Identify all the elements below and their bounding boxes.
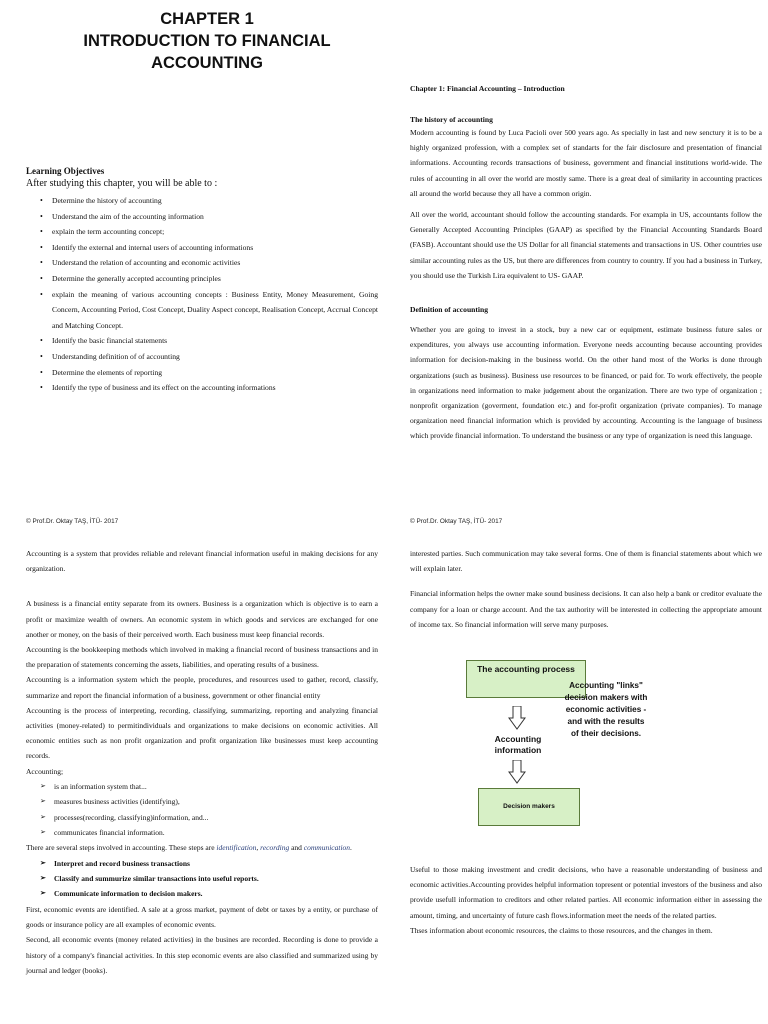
steps-text: There are several steps involved in accounting. These steps are <box>26 843 217 853</box>
title-page-quadrant <box>26 8 378 396</box>
paragraph: interested parties. Such communication may take several forms. One of them is financial statements about which we will explain later. <box>410 549 762 574</box>
accounting-information-label: Accounting information <box>494 734 542 756</box>
down-arrow-icon <box>508 760 526 784</box>
list-item: ➢ processes(recording, classifying)information, and... <box>54 810 378 825</box>
learning-objectives-intro: After studying this chapter, you will be able to : <box>26 178 218 189</box>
paragraph: Accounting is the process of interpreting, recording, classifying, summarizing, reporting and analyzing financial activities (money-related) to permitindividuals and organizations to make decisions on economic activities. All economic entities such as non profit organization and profit organization like businesses must keep accounting records. <box>26 705 378 761</box>
list-item: ➢ measures business activities (identifying), <box>54 794 378 809</box>
steps-identification: identification <box>216 843 257 853</box>
list-item: • Understand the aim of the accounting information <box>52 209 378 225</box>
accounting-process-box: The accounting process <box>466 660 586 698</box>
paragraph: Useful to those making investment and credit decisions, who have a reasonable understanding of business and economic activities.Accounting provides helpful information topresent or potential investors of the business and also provide usefull information to creditors and other related parties. All economic information either in assessing the amount, timing, and uncertainty of future cash flows.information meet the needs of the related parties. <box>410 865 762 920</box>
steps-paragraph <box>26 840 378 855</box>
paragraph: First, economic events are identified. A sale at a gross market, payment of debt or taxes by a entity, or purchase of goods or insurance policy are all examples of economic events. <box>26 904 378 930</box>
steps-arrow-list <box>26 856 378 902</box>
definition-section-title: Definition of accounting <box>410 305 489 315</box>
learning-objectives-list <box>26 193 378 396</box>
chapter-number: CHAPTER 1 <box>160 10 254 28</box>
list-item: • Identify the basic financial statements <box>52 333 378 349</box>
copyright-footer-right: © Prof.Dr. Oktay TAŞ, İTÜ- 2017 <box>410 518 503 525</box>
list-item: ➢ communicates financial information. <box>54 825 378 840</box>
paragraph: Thses information about economic resources, the claims to those resources, and the changes in them. <box>410 925 713 935</box>
list-item: • Understand the relation of accounting and economic activities <box>52 255 378 271</box>
paragraph: Accounting; <box>26 766 64 776</box>
list-item: • explain the meaning of various accounting concepts : Business Entity, Money Measurement, Going Concern, Accounting Period, Cost Concept, Duality Aspect concept, Realisation Concept, Accrual Concept and Matching Concept. <box>52 287 378 334</box>
accounting-process-diagram <box>410 654 762 854</box>
list-item: • Understanding definition of of accounting <box>52 349 378 365</box>
list-item: ➢ Classify and summurize similar transactions into useful reports. <box>54 871 378 886</box>
page-header: Chapter 1: Financial Accounting – Introduction <box>410 84 565 93</box>
paragraph: Second, all economic events (money related activities) in the busines are recorded. Recording is done to provide a history of a company's financial activities. In this step economic events are also classified and summarized using by journal and ledger (books). <box>26 935 378 975</box>
steps-separator: , <box>256 843 261 853</box>
chapter-title-line-2: ACCOUNTING <box>151 54 263 72</box>
list-item: ➢ is an information system that... <box>54 779 378 794</box>
decision-makers-box: Decision makers <box>478 788 580 826</box>
financial-information-quadrant <box>410 546 762 938</box>
down-arrow-icon <box>508 706 526 730</box>
steps-end: . <box>350 843 352 853</box>
chapter-title-line-1: INTRODUCTION TO FINANCIAL <box>83 32 331 50</box>
accounting-arrow-list <box>26 779 378 841</box>
history-paragraph-2: All over the world, accountant should follow the accounting standards. For exampla in US, accountants follow the Generally Accepted Accounting Principles (GAAP) as specified by the Financial Accounting Standards Board (FASB). Accountant should use the US Dollar for all financial statements and transactions in US. Other countries use similar accounting rules as the US, but there are differences from country to country. If you had a business in Turkey, you should use the Turkish Lira equivalent to US- GAAP. <box>410 210 762 280</box>
history-paragraph-1: Modern accounting is found by Luca Pacioli over 500 years ago. As specially in last and new senctury it is to be a highly organized profession, with a complex set of standarts for the fair disclosure and presentation of financial informations. Accounting records transactions of business, government and financial institutions world-wide. The rules of accounting in all over the world are mostly same. There is a great deal of similarity in accounting practices all around the world because they all have a common origin. <box>410 128 762 198</box>
steps-recording: recording <box>260 843 290 853</box>
list-item: • Determine the elements of reporting <box>52 365 378 381</box>
list-item: • Determine the generally accepted accounting principles <box>52 271 378 287</box>
list-item: • Identify the type of business and its effect on the accounting informations <box>52 380 378 396</box>
definition-paragraph: Whether you are going to invest in a stock, buy a new car or equipment, estimate business future sales or expenditures, you always use accounting information. Everyone needs accounting because accounting provides information for decision-making in the business world. On the other hand most of the Works is done through organizations (such as business). Business use resources to be financed, or paid for. To work effectively, the people in organizations need information to make judgement about the organization. There are two type of organization ; nonprofit organization (goverment, foundation etc.) and for-profit organization (private companies). To manage organization need financial information which is provided by accounting. Accounting is the language of business which provide financial information. To understand the business or any type of organization is need this language. <box>410 325 762 441</box>
list-item: • Determine the history of accounting <box>52 193 378 209</box>
history-section-title: The history of accounting <box>410 115 493 124</box>
paragraph: Accounting is a information system which the people, procedures, and resources used to gather, record, classify, summarize and report the financial information of a business, government or other financial entity <box>26 675 378 700</box>
paragraph: A business is a financial entity separate from its owners. Business is a organization which is objective is to earn a profit or maximize wealth of owners. An economic system in which goods and services are exchanged for one another or money, on the basis of their perceived worth. Each business must keep financial records. <box>26 599 378 639</box>
steps-communication: communication <box>303 843 351 853</box>
learning-objectives-heading: Learning Objectives <box>26 166 105 176</box>
list-item: • explain the term accounting concept; <box>52 224 378 240</box>
paragraph: Accounting is the bookkeeping methods which involved in making a financial record of business transactions and in the preparation of statements concerning the assets, liabilities, and operating results of a business. <box>26 645 378 670</box>
copyright-footer-left: © Prof.Dr. Oktay TAŞ, İTÜ- 2017 <box>26 518 119 525</box>
paragraph: Accounting is a system that provides reliable and relevant financial information useful in making decisions for any organization. <box>26 549 378 574</box>
list-item: ➢ Interpret and record business transactions <box>54 856 378 871</box>
history-quadrant <box>410 8 762 450</box>
steps-separator: and <box>289 843 304 853</box>
list-item: • Identify the external and internal users of accounting informations <box>52 240 378 256</box>
chapter-title <box>26 8 378 74</box>
paragraph: Financial information helps the owner make sound business decisions. It can also help a bank or creditor evaluate the company for a loan or charge account. And the tax authority will be interested in collecting the appropriate amount of income tax. So financial information will serve many purposes. <box>410 589 762 629</box>
accounting-links-caption: Accounting "links" decision makers with economic activities - and with the results of their decisions. <box>564 681 648 739</box>
accounting-definition-quadrant <box>26 546 378 978</box>
list-item: ➢ Communicate information to decision makers. <box>54 886 378 901</box>
